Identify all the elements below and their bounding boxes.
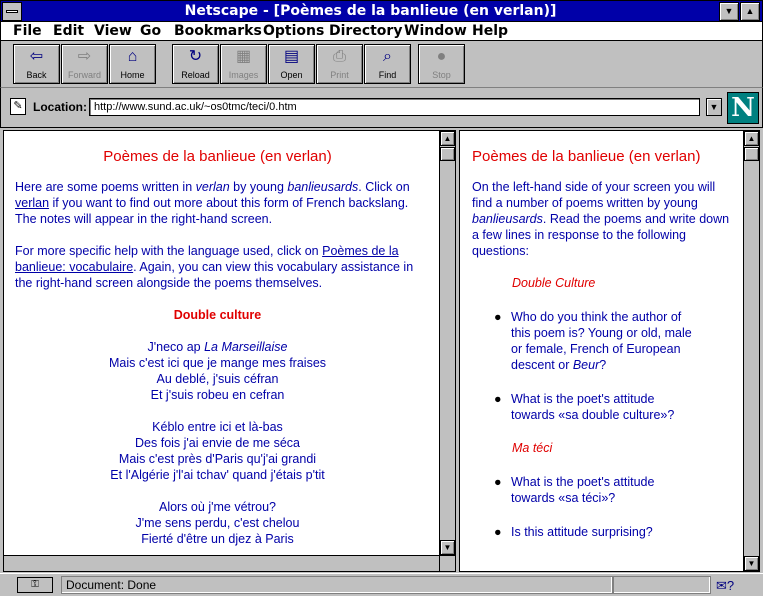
menu-go[interactable]: Go [140,23,162,39]
intro-banlieusards-em: banlieusards [472,212,543,226]
vocab-paragraph [15,243,420,291]
stop-icon: ● [436,48,447,65]
section-ma-teci: Ma téci [512,441,553,455]
poem-line: Au deblé, j'suis céfran [156,372,279,386]
scroll-down-arrow-icon[interactable]: ▼ [744,556,759,571]
poem-line: Et l'Algérie j'l'ai tchav' quand j'étais p'tit [110,468,325,482]
p1-text-a: Here are some poems written in [15,180,196,194]
section-double-culture: Double Culture [512,276,596,290]
poem-line [15,339,420,355]
poem-line: Mais c'est ici que je mange mes fraises [108,356,327,370]
scroll-down-arrow-icon[interactable]: ▼ [440,540,455,555]
question-item [472,524,694,540]
left-frame [3,130,456,572]
question-text: What is the poet's attitude towards «sa double culture»? [511,392,675,422]
home-label: Home [120,70,145,80]
left-horizontal-scrollbar[interactable] [4,555,439,571]
back-arrow-icon: ⇦ [29,48,44,65]
open-label: Open [280,70,303,80]
poem-line: Kéblo entre ici et là-bas [152,420,283,434]
menu-window[interactable]: Window [404,23,467,39]
question-text: Who do you think the author of this poem is? Young or old, male or female, French of European descent or [511,310,692,372]
right-intro [472,179,734,259]
menu-directory[interactable]: Directory [329,23,403,39]
reload-icon: ↻ [188,48,203,65]
poem-title: Double culture [173,308,262,322]
intro-text-a: On the left-hand side of your screen you will find a number of poems written by young [472,180,716,210]
print-button[interactable] [316,44,363,84]
bookmark-icon[interactable]: ✎ [10,98,26,115]
bullet-icon: ● [494,392,502,406]
p1-verlan-em: verlan [195,180,230,194]
p1-banlieusards-em: banlieusards [287,180,359,194]
maximize-button[interactable]: ▲ [740,2,760,21]
menu-help[interactable]: Help [472,23,509,39]
location-input[interactable]: http://www.sund.ac.uk/~os0tmc/teci/0.htm [89,98,700,116]
forward-label: Forward [67,70,101,80]
menu-edit[interactable]: Edit [53,23,85,39]
p1-text-d: if you want to find out more about this form of French backslang. The notes will appear in the right-hand screen. [15,196,409,226]
reload-button[interactable] [172,44,219,84]
system-menu-button[interactable] [2,2,22,21]
back-label: Back [26,70,47,80]
forward-arrow-icon: ⇨ [77,48,92,65]
back-button[interactable] [13,44,60,84]
intro-text-b: . Read the poems and write down a few lines in response to the following questions: [472,212,730,258]
menu-bar [0,22,763,41]
scroll-thumb[interactable] [744,147,759,161]
open-button[interactable] [268,44,315,84]
poem-stanza-3 [15,499,420,547]
mail-icon[interactable]: ✉? [716,578,735,593]
bullet-icon: ● [494,310,502,324]
question-item [472,474,694,506]
security-key-icon: ⚿ [17,577,53,593]
title-bar [0,0,763,22]
status-text: Document: Done [61,576,613,594]
question-text: Is this attitude surprising? [511,525,653,539]
poem-line: Des fois j'ai envie de me séca [135,436,300,450]
images-button[interactable] [220,44,267,84]
right-page-title: Poèmes de la banlieue (en verlan) [472,148,701,165]
left-content [15,149,420,547]
poem-line-text: J'neco ap [147,340,205,354]
home-button[interactable] [109,44,156,84]
find-button[interactable] [364,44,411,84]
window-title: Netscape - [Poèmes de la banlieue (en verlan)] [184,3,557,19]
progress-bar [613,576,711,594]
poem-line: Fierté d'être un djez à Paris [141,532,294,546]
bullet-icon: ● [494,475,502,489]
right-content [472,149,740,540]
home-icon: ⌂ [127,48,138,65]
right-frame [459,130,760,572]
print-label: Print [330,70,349,80]
scroll-up-arrow-icon[interactable]: ▲ [744,131,759,146]
p2-text-b: . Again, you can view this vocabulary assistance in the right-hand screen alongside the poems themselves. [15,260,414,290]
right-vertical-scrollbar[interactable] [743,131,759,571]
p2-text-a: For more specific help with the language used, click on [15,244,323,258]
netscape-logo-icon: N [727,92,759,124]
bullet-icon: ● [494,525,502,539]
verlan-link[interactable]: verlan [15,196,50,210]
poem-line: J'me sens perdu, c'est chelou [135,516,300,530]
menu-options[interactable]: Options [263,23,325,39]
stop-label: Stop [432,70,451,80]
toolbar [0,41,763,88]
binoculars-icon: ⌕ [383,48,392,65]
minimize-button[interactable]: ▼ [719,2,739,21]
poem-line: Et j'suis robeu en cefran [150,388,285,402]
print-icon: ⎙ [333,48,346,65]
poem-line: Alors où j'me vétrou? [158,500,277,514]
vocabulaire-link[interactable]: Poèmes de la banlieue: vocabulaire [15,244,399,274]
menu-view[interactable]: View [94,23,132,39]
poem-line: Mais c'est près d'Paris qu'j'ai grandi [118,452,317,466]
location-dropdown-button[interactable]: ▼ [706,98,722,116]
scroll-corner [439,555,455,571]
open-icon: ▤ [283,48,300,65]
intro-paragraph [15,179,420,227]
forward-button[interactable] [61,44,108,84]
find-label: Find [378,70,397,80]
left-page-title: Poèmes de la banlieue (en verlan) [103,148,332,165]
p1-text-c: . Click on [358,180,410,194]
question-item [472,309,694,373]
location-label: Location: [33,100,87,114]
poem-stanza-1 [15,339,420,403]
menu-bookmarks[interactable]: Bookmarks [174,23,262,39]
marseillaise-em: La Marseillaise [204,340,288,354]
location-bar [0,88,763,128]
question-item [472,391,694,423]
reload-label: Reload [181,70,210,80]
p1-text-b: by young [229,180,288,194]
scroll-up-arrow-icon[interactable]: ▲ [440,131,455,146]
left-vertical-scrollbar[interactable] [439,131,455,555]
poem-stanza-2 [15,419,420,483]
stop-button[interactable] [418,44,465,84]
menu-file[interactable]: File [13,23,42,39]
images-icon: ▦ [235,48,252,65]
question-text: What is the poet's attitude towards «sa téci»? [511,475,655,505]
question-text-end: ? [599,358,607,372]
beur-em: Beur [572,358,600,372]
status-bar [0,573,763,596]
scroll-thumb[interactable] [440,147,455,161]
images-label: Images [228,70,259,80]
